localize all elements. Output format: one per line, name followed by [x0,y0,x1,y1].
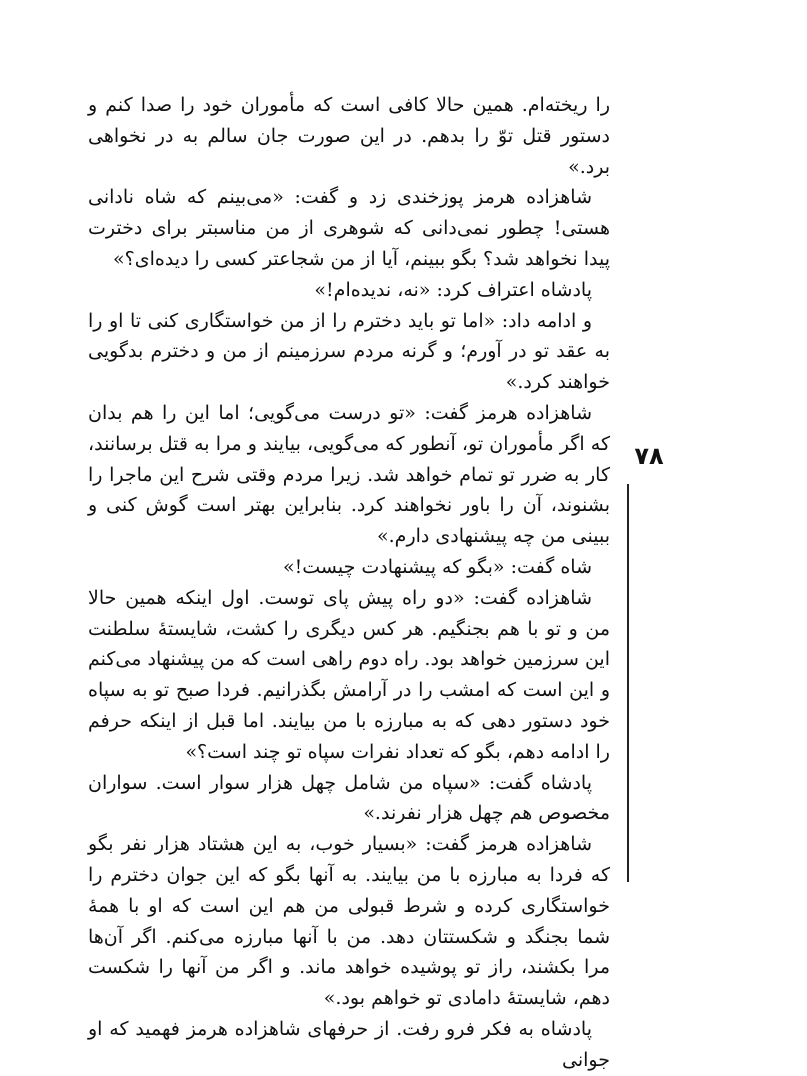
margin-rule [627,484,629,882]
paragraph: و ادامه داد: «اما تو باید دخترم را از من خواستگاری کنی تا او را به عقد تو در آورم؛ و گرنه مردم سرزمینم از من و دخترم بدگویی خواهند کرد.» [88,309,610,394]
paragraph: را ریخته‌ام. همین حالا کافی است که مأموران خود را صدا کنم و دستور قتل توّ را بدهم. در این صورت جان سالم به در نخواهی برد.» [88,94,610,178]
paragraph: شاهزاده هرمز پوزخندی زد و گفت: «می‌بینم که شاه نادانی هستی! چطور نمی‌دانی که شوهری از من مناسبتر برای دخترت پیدا نخواهد شد؟ بگو ببینم، آیا از من شجاعتر کسی را دیده‌ای؟» [88,186,610,270]
paragraph: شاهزاده هرمز گفت: «تو درست می‌گویی؛ اما این را هم بدان که اگر مأموران تو، آنطور که می‌گویی، بیایند و مرا به قتل برسانند، کار به ضرر تو تمام خواهد شد. زیرا مردم وقتی شرح این ماجرا را بشنوند، آن را باور نخواهند کرد. بنابراین بهتر است گوش کنی و ببینی من چه پیشنهادی دارم.» [88,401,610,548]
body-text [88,90,610,1076]
paragraph: پادشاه گفت: «سپاه من شامل چهل هزار سوار است. سواران مخصوص هم چهل هزار نفرند.» [88,771,610,825]
page-number: ۷۸ [634,442,664,470]
paragraph: شاهزاده گفت: «دو راه پیش پای توست. اول اینکه همین حالا من و تو با هم بجنگیم. هر کس دیگری را کشت، شایستهٔ سلطنت این سرزمین خواهد بود. راه دوم راهی است که من پیشنهاد می‌کنم و این است که امشب را در آرامش بگذرانیم. فردا صبح تو به سپاه خود دستور دهی که به مبارزه با من بیایند. اما قبل از اینکه حرفم را ادامه دهم، بگو که تعداد نفرات سپاه تو چند است؟» [88,586,610,763]
paragraph: شاهزاده هرمز گفت: «بسیار خوب، به این هشتاد هزار نفر بگو که فردا به مبارزه با من بیایند. به آنها بگو که این جوان دخترم را خواستگاری کرده و شرط قبولی من هم این است که او با همهٔ شما بجنگد و شکستتان دهد. من با آنها مبارزه می‌کنم. اگر آن‌ها مرا بکشند، راز تو پوشیده خواهد ماند. و اگر من آنها را شکست دهم، شایستهٔ دامادی تو خواهم بود.» [88,833,610,1010]
paragraph: شاه گفت: «بگو که پیشنهادت چیست!» [283,555,592,578]
paragraph: پادشاه به فکر فرو رفت. از حرفهای شاهزاده هرمز فهمید که او جوانی [88,1017,610,1071]
paragraph: پادشاه اعتراف کرد: «نه، ندیده‌ام!» [314,278,592,301]
